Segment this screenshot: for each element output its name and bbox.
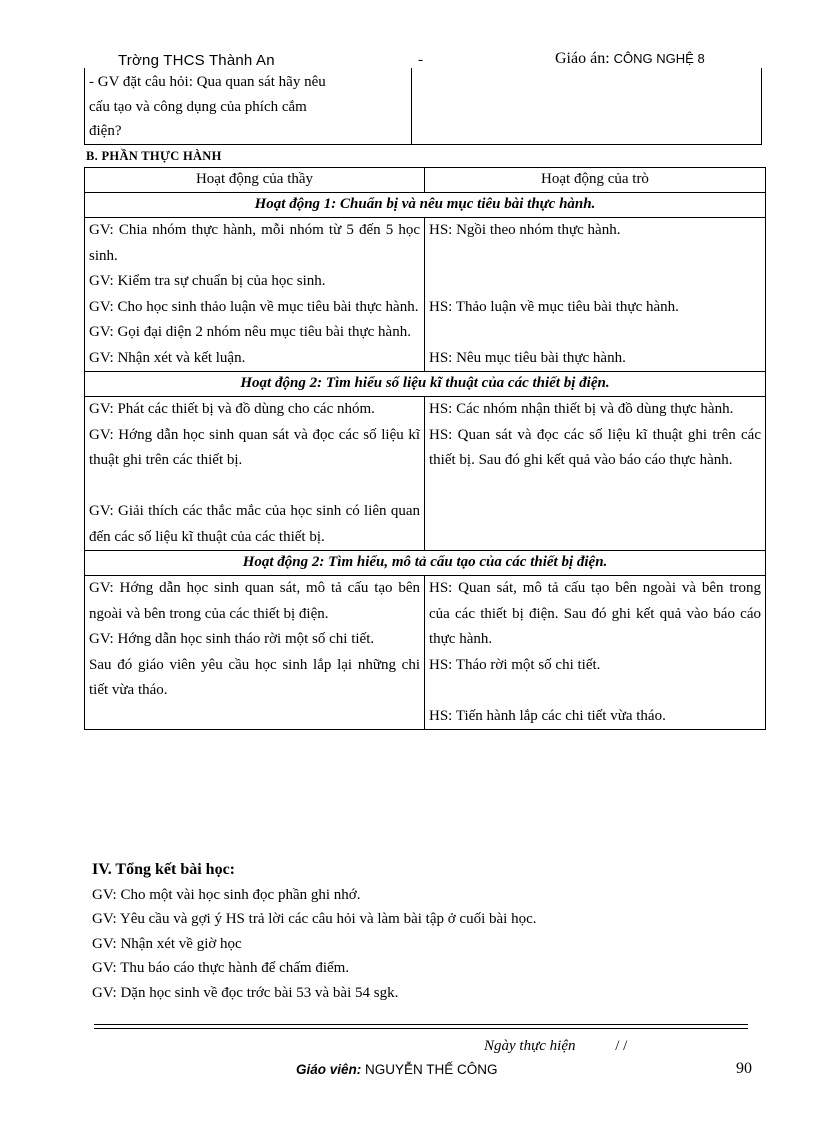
student-line: HS: Các nhóm nhận thiết bị và đồ dùng thực hành.: [429, 401, 734, 417]
activity-3-row: [85, 576, 766, 730]
activity-title-row: [85, 193, 766, 218]
previous-table-continuation: [84, 68, 762, 145]
activity-2-student: [425, 397, 766, 551]
teacher-line: GV: Cho học sinh thảo luận về mục tiêu bài thực hành.: [89, 298, 419, 315]
header-teacher: Hoạt động của thầy: [85, 168, 425, 193]
footer-date-label: Ngày thực hiện: [484, 1038, 576, 1054]
practice-table: [84, 167, 766, 730]
summary-title: IV. Tổng kết bài học:: [92, 861, 235, 878]
teacher-line: GV: Kiểm tra sự chuẩn bị của học sinh.: [89, 273, 326, 289]
summary-line: GV: Thu báo cáo thực hành để chấm điểm.: [92, 960, 350, 976]
student-line: HS: Thảo luận về mục tiêu bài thực hành.: [429, 298, 679, 315]
teacher-line: GV: Hớng dẫn học sinh tháo rời một số chi tiết.: [89, 631, 375, 647]
student-line: HS: Nêu mục tiêu bài thực hành.: [429, 349, 626, 366]
student-line: HS: Tháo rời một số chi tiết.: [429, 656, 601, 673]
summary-line: GV: Cho một vài học sinh đọc phần ghi nhớ.: [92, 886, 361, 903]
activity-3-teacher: [85, 576, 425, 730]
teacher-line: GV: Nhận xét và kết luận.: [89, 349, 246, 366]
header-dash: -: [418, 52, 423, 68]
student-line: HS: Quan sát và đọc các số liệu kĩ thuật ghi trên các thiết bị. Sau đó ghi kết quả vào báo cáo thực hành.: [429, 426, 761, 468]
lesson-summary: [92, 858, 537, 1005]
activity-title-row: [85, 372, 766, 397]
table-header-row: [85, 168, 766, 193]
activity-title-row: [85, 551, 766, 576]
top-cell-line: điện?: [89, 123, 122, 139]
activity-1-teacher: [85, 218, 425, 372]
footer-teacher-label: Giáo viên:: [296, 1062, 362, 1077]
top-cell-line: cấu tạo và công dụng của phích cắm: [89, 98, 307, 115]
student-line: HS: Ngồi theo nhóm thực hành.: [429, 222, 621, 238]
activity-3-title: Hoạt động 2: Tìm hiểu, mô tả cấu tạo của các thiết bị điện.: [85, 551, 766, 576]
footer-date-value: / /: [615, 1038, 628, 1054]
footer-teacher-name: NGUYỄN THẾ CÔNG: [365, 1062, 498, 1077]
activity-2-row: [85, 397, 766, 551]
header-student: Hoạt động của trò: [425, 168, 766, 193]
student-line: HS: Quan sát, mô tả cấu tạo bên ngoài và bên trong của các thiết bị điện. Sau đó ghi kết quả vào báo cáo thực hành.: [429, 580, 761, 647]
top-cell-line: - GV đặt câu hỏi: Qua quan sát hãy nêu: [89, 74, 326, 90]
activity-1-student: [425, 218, 766, 372]
activity-1-row: [85, 218, 766, 372]
section-title: B. PHẦN THỰC HÀNH: [86, 149, 222, 163]
page-number: 90: [736, 1060, 752, 1077]
summary-line: GV: Dặn học sinh về đọc trớc bài 53 và bài 54 sgk.: [92, 984, 399, 1001]
activity-2-title: Hoạt động 2: Tìm hiểu số liệu kĩ thuật của các thiết bị điện.: [85, 372, 766, 397]
header-school: Trờng THCS Thành An: [118, 52, 275, 69]
column-divider: [411, 68, 412, 144]
header-lesson: [555, 50, 705, 68]
footer-rule-top: [94, 1024, 748, 1025]
teacher-line: GV: Gọi đại diện 2 nhóm nêu mục tiêu bài thực hành.: [89, 324, 411, 340]
footer-date: [484, 1038, 627, 1055]
header-lesson-subject: CÔNG NGHỆ 8: [613, 51, 705, 66]
teacher-line: GV: Hớng dẫn học sinh quan sát, mô tả cấu tạo bên ngoài và bên trong của các thiết bị điện.: [89, 580, 420, 622]
student-line: HS: Tiến hành lắp các chi tiết vừa tháo.: [429, 707, 666, 724]
top-cell-teacher: [89, 70, 407, 144]
activity-1-title: Hoạt động 1: Chuẩn bị và nêu mục tiêu bài thực hành.: [85, 193, 766, 218]
teacher-line: GV: Hớng dẫn học sinh quan sát và đọc các số liệu kĩ thuật ghi trên các thiết bị.: [89, 426, 420, 468]
summary-line: GV: Nhận xét về giờ học: [92, 935, 242, 952]
teacher-line: Sau đó giáo viên yêu cầu học sinh lắp lại những chi tiết vừa tháo.: [89, 656, 420, 698]
activity-3-student: [425, 576, 766, 730]
header-lesson-label: Giáo án:: [555, 50, 610, 67]
footer-rule-bottom: [94, 1028, 748, 1029]
summary-line: GV: Yêu cầu và gợi ý HS trả lời các câu hỏi và làm bài tập ở cuối bài học.: [92, 911, 537, 927]
activity-2-teacher: [85, 397, 425, 551]
teacher-line: GV: Chia nhóm thực hành, mỗi nhóm từ 5 đến 5 học sinh.: [89, 222, 420, 264]
teacher-line: GV: Giải thích các thắc mắc của học sinh có liên quan đến các số liệu kĩ thuật của các thiết bị.: [89, 503, 420, 545]
footer-teacher: [296, 1062, 498, 1077]
teacher-line: GV: Phát các thiết bị và đồ dùng cho các nhóm.: [89, 401, 375, 417]
